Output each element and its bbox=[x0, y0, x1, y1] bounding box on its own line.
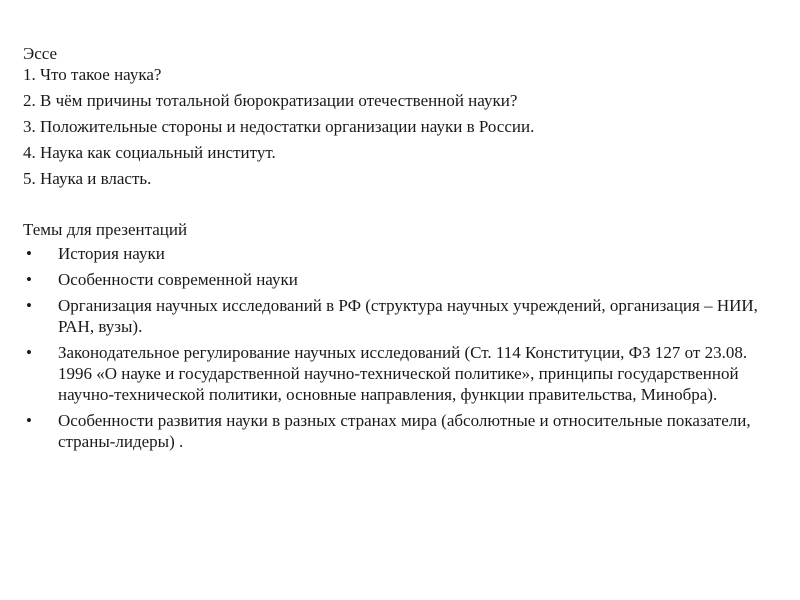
presentations-heading: Темы для презентаций bbox=[23, 220, 188, 239]
essay-item: 1. Что такое наука? bbox=[23, 65, 162, 84]
presentation-topic bbox=[23, 342, 783, 405]
presentation-topic-text: Организация научных исследований в РФ (структура научных учреждений, организация – НИИ, РАН, вузы). bbox=[58, 296, 758, 336]
presentations-list bbox=[23, 243, 783, 452]
essay-item: 4. Наука как социальный институт. bbox=[23, 143, 276, 162]
essay-heading: Эссе bbox=[23, 44, 58, 63]
presentation-topic bbox=[23, 410, 783, 452]
presentation-topic bbox=[23, 295, 783, 337]
presentation-topic-text: Особенности современной науки bbox=[58, 270, 298, 289]
essay-item: 3. Положительные стороны и недостатки организации науки в России. bbox=[23, 117, 535, 136]
essay-item: 5. Наука и власть. bbox=[23, 169, 152, 188]
presentation-topic bbox=[23, 269, 783, 290]
presentation-topic-text: Особенности развития науки в разных странах мира (абсолютные и относительные показатели, страны-лидеры) . bbox=[58, 411, 751, 451]
essay-list bbox=[23, 64, 783, 189]
bullet-icon: • bbox=[26, 411, 32, 430]
bullet-icon: • bbox=[26, 244, 32, 263]
presentation-topic bbox=[23, 243, 783, 264]
slide-content bbox=[23, 43, 783, 457]
bullet-icon: • bbox=[26, 270, 32, 289]
essay-item: 2. В чём причины тотальной бюрократизации отечественной науки? bbox=[23, 91, 518, 110]
presentation-topic-text: Законодательное регулирование научных исследований (Ст. 114 Конституции, ФЗ 127 от 23.08. 1996 «О науке и государственной научно-технической политике», принципы государственной научно-технической политики, основные направления, функции правительства, Минобра). bbox=[58, 343, 748, 404]
bullet-icon: • bbox=[26, 296, 32, 315]
section-spacer bbox=[23, 194, 783, 219]
bullet-icon: • bbox=[26, 343, 32, 362]
presentation-topic-text: История науки bbox=[58, 244, 165, 263]
